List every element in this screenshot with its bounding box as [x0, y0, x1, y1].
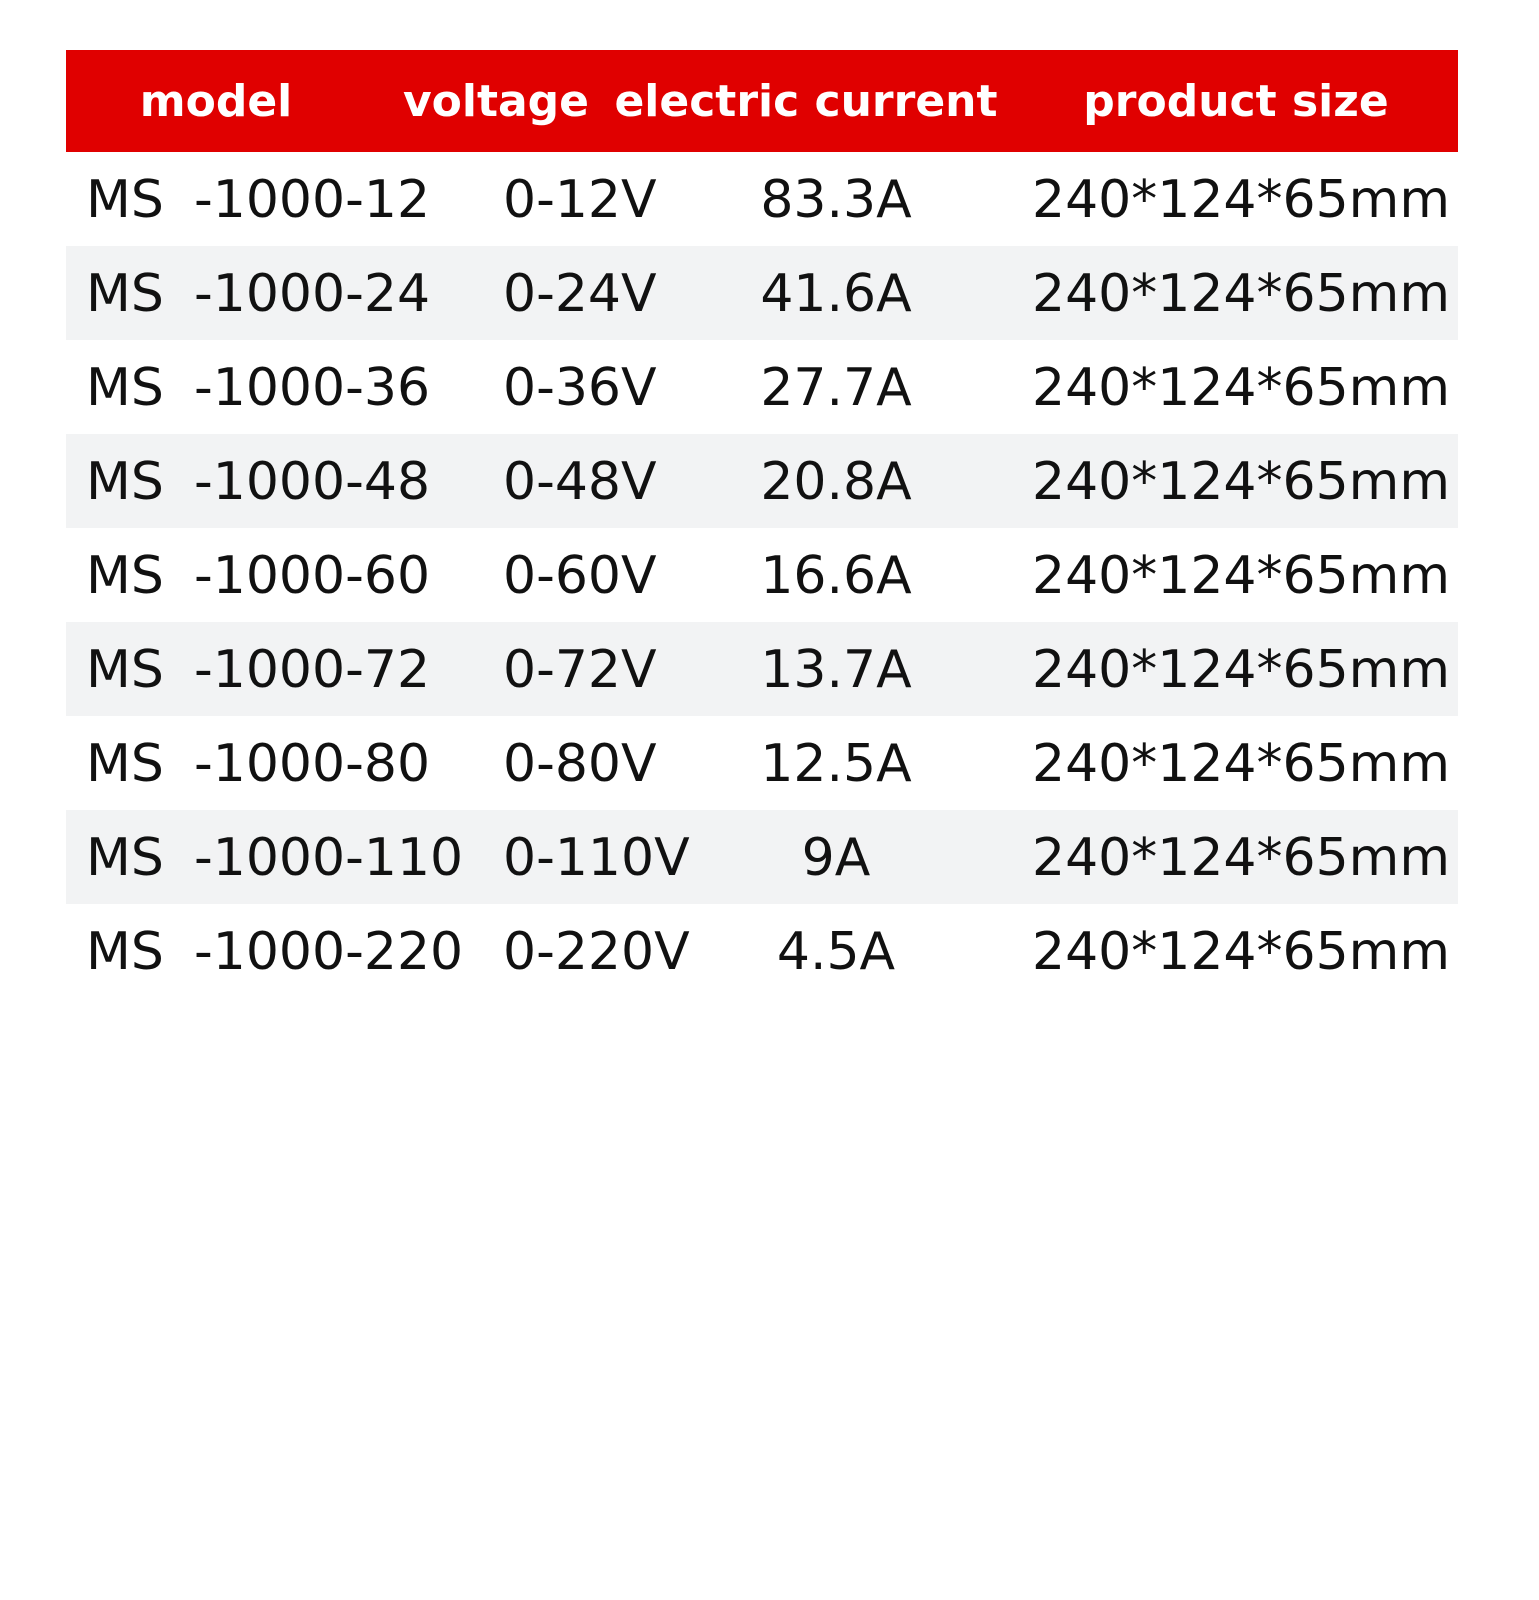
- size-cell: 240*124*65mm: [1032, 734, 1450, 794]
- voltage-cell: 0-72V: [503, 640, 657, 700]
- voltage-cell: 0-24V: [503, 264, 657, 324]
- voltage-cell: 0-12V: [503, 170, 657, 230]
- current-cell: 4.5A: [776, 922, 896, 982]
- model-suffix: -1000-12: [194, 170, 431, 230]
- size-cell: 240*124*65mm: [1032, 264, 1450, 324]
- model-prefix: MS: [86, 828, 164, 888]
- model-suffix: -1000-48: [194, 452, 431, 512]
- size-cell: 240*124*65mm: [1032, 358, 1450, 418]
- current-cell: 83.3A: [760, 170, 912, 230]
- model-prefix: MS: [86, 922, 164, 982]
- header-model: model: [139, 76, 293, 127]
- size-cell: 240*124*65mm: [1032, 922, 1450, 982]
- current-cell: 13.7A: [760, 640, 912, 700]
- voltage-cell: 0-36V: [503, 358, 657, 418]
- model-suffix: -1000-60: [194, 546, 431, 606]
- voltage-cell: 0-60V: [503, 546, 657, 606]
- model-suffix: -1000-110: [194, 828, 464, 888]
- table-body: [66, 152, 1458, 998]
- spec-table: [66, 50, 1458, 998]
- model-suffix: -1000-36: [194, 358, 431, 418]
- voltage-cell: 0-110V: [503, 828, 690, 888]
- size-cell: 240*124*65mm: [1032, 170, 1450, 230]
- header-voltage: voltage: [402, 76, 590, 127]
- model-prefix: MS: [86, 452, 164, 512]
- table-row: [66, 716, 1458, 810]
- size-cell: 240*124*65mm: [1032, 546, 1450, 606]
- current-cell: 9A: [801, 828, 871, 888]
- table-row: [66, 340, 1458, 434]
- header-current: electric current: [614, 76, 998, 127]
- table-header: [66, 50, 1458, 152]
- current-cell: 27.7A: [760, 358, 912, 418]
- model-prefix: MS: [86, 640, 164, 700]
- current-cell: 20.8A: [760, 452, 912, 512]
- voltage-cell: 0-80V: [503, 734, 657, 794]
- current-cell: 12.5A: [760, 734, 912, 794]
- model-suffix: -1000-220: [194, 922, 464, 982]
- current-cell: 16.6A: [760, 546, 912, 606]
- size-cell: 240*124*65mm: [1032, 828, 1450, 888]
- table-row: [66, 622, 1458, 716]
- model-prefix: MS: [86, 358, 164, 418]
- table-row: [66, 152, 1458, 246]
- voltage-cell: 0-48V: [503, 452, 657, 512]
- current-cell: 41.6A: [760, 264, 912, 324]
- model-suffix: -1000-80: [194, 734, 431, 794]
- model-prefix: MS: [86, 264, 164, 324]
- table-row: [66, 904, 1458, 998]
- table-row: [66, 246, 1458, 340]
- header-size: product size: [1083, 76, 1389, 127]
- voltage-cell: 0-220V: [503, 922, 690, 982]
- table-row: [66, 528, 1458, 622]
- size-cell: 240*124*65mm: [1032, 452, 1450, 512]
- table-row: [66, 810, 1458, 904]
- table-row: [66, 434, 1458, 528]
- size-cell: 240*124*65mm: [1032, 640, 1450, 700]
- model-prefix: MS: [86, 546, 164, 606]
- model-prefix: MS: [86, 170, 164, 230]
- model-prefix: MS: [86, 734, 164, 794]
- model-suffix: -1000-72: [194, 640, 431, 700]
- model-suffix: -1000-24: [194, 264, 431, 324]
